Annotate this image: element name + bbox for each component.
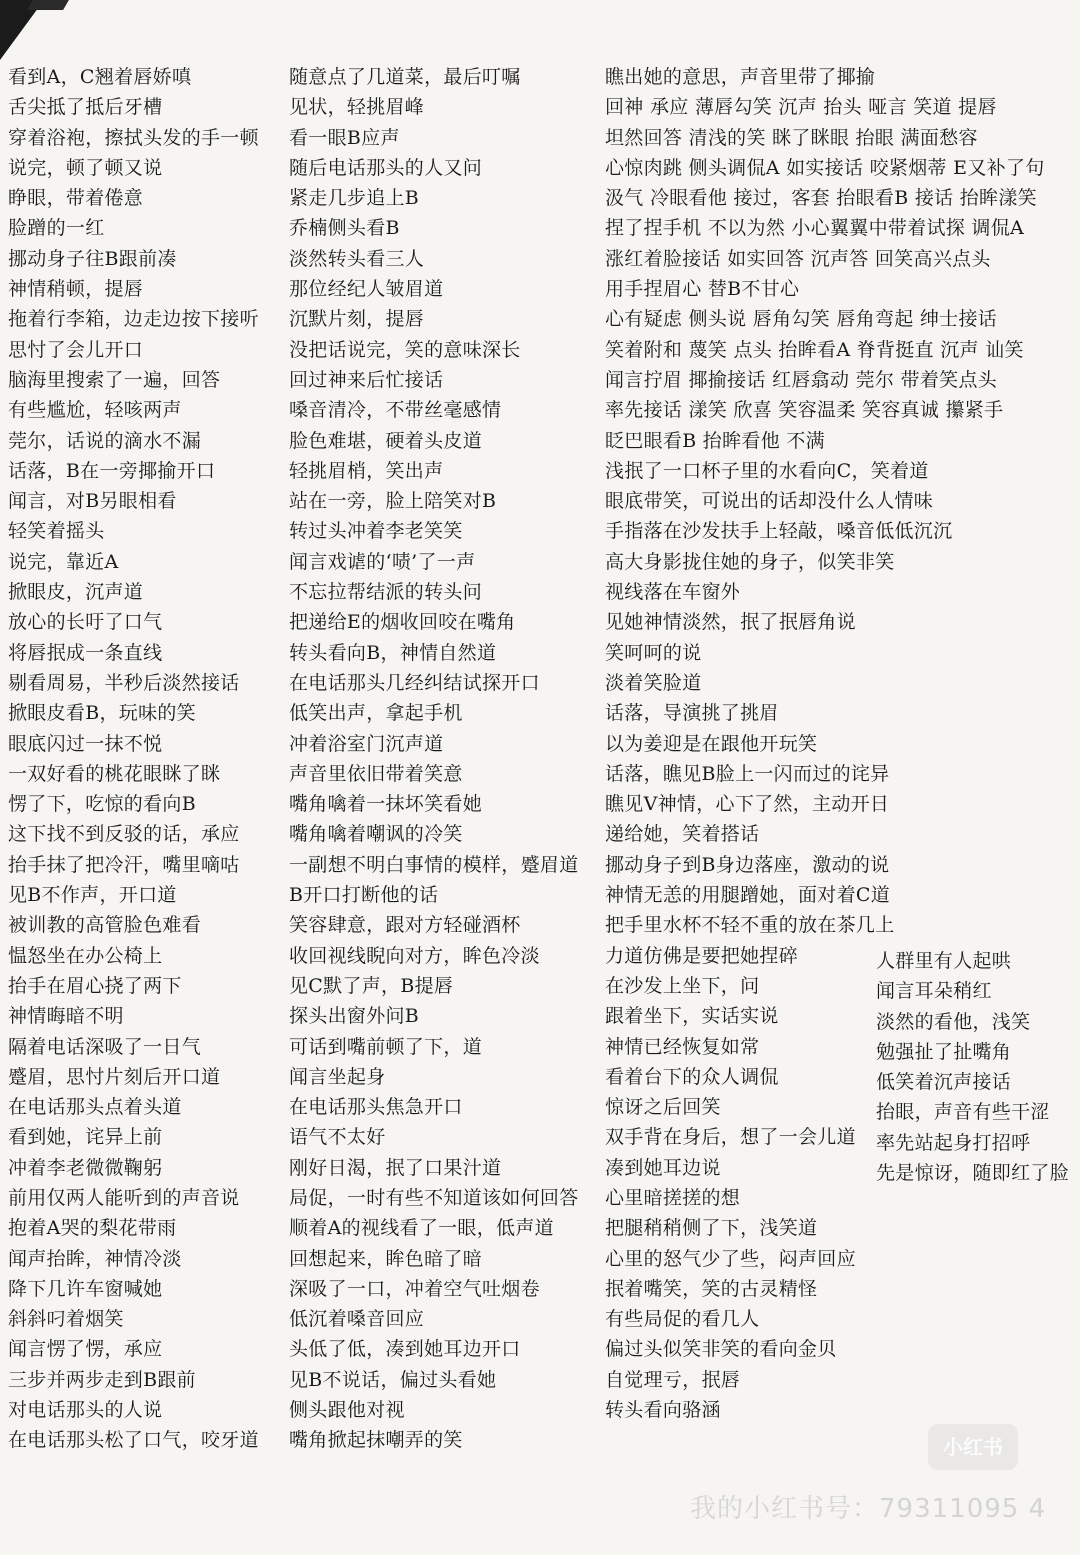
phrase-item: 在电话那头点着头道: [8, 1096, 182, 1119]
phrase-item: 淡着笑脸道: [605, 671, 702, 694]
phrase-item: 闻言愣了愣，承应: [8, 1338, 163, 1361]
phrase-item: 不忘拉帮结派的转头问: [289, 581, 483, 604]
phrase-item: 率先站起身打招呼: [876, 1131, 1031, 1154]
phrase-item: 嘴角噙着嘲讽的冷笑: [289, 823, 463, 846]
phrase-item: 挪动身子到B身边落座，激动的说: [605, 853, 890, 876]
phrase-item: 话落，瞧见B脸上一闪而过的诧异: [605, 762, 890, 785]
phrase-item: 回神 承应 薄唇勾笑 沉声 抬头 哑言 笑道 提唇: [605, 96, 997, 119]
phrase-item: 隔着电话深吸了一日气: [8, 1035, 202, 1058]
phrase-item: 乔楠侧头看B: [289, 217, 400, 240]
phrase-item: 跟着坐下，实话实说: [605, 1005, 779, 1028]
phrase-item: 在沙发上坐下，问: [605, 974, 760, 997]
phrase-item: 掀眼皮看B，玩味的笑: [8, 702, 196, 725]
phrase-item: 前用仅两人能听到的声音说: [8, 1186, 240, 1209]
phrase-item: 剔看周易，半秒后淡然接话: [8, 671, 240, 694]
phrase-column-2: [289, 62, 579, 1456]
phrase-item: 沉默片刻，提唇: [289, 308, 425, 331]
phrase-item: 在电话那头焦急开口: [289, 1096, 463, 1119]
phrase-item: 有些局促的看几人: [605, 1308, 760, 1331]
phrase-item: 局促，一时有些不知道该如何回答: [289, 1186, 579, 1209]
phrase-item: 闻言坐起身: [289, 1065, 386, 1088]
phrase-item: 收回视线睨向对方，眸色冷淡: [289, 944, 540, 967]
phrase-item: 回想起来，眸色暗了暗: [289, 1247, 483, 1270]
phrase-item: 穿着浴袍，擦拭头发的手一顿: [8, 126, 259, 149]
phrase-item: 掀眼皮，沉声道: [8, 581, 144, 604]
phrase-item: 低沉着嗓音回应: [289, 1308, 425, 1331]
phrase-item: 以为姜迎是在跟他开玩笑: [605, 732, 818, 755]
phrase-item: 见状，轻挑眉峰: [289, 96, 425, 119]
phrase-item: 轻挑眉梢，笑出声: [289, 459, 444, 482]
phrase-item: 笑容肆意，跟对方轻碰酒杯: [289, 914, 521, 937]
phrase-item: 瞧出她的意思，声音里带了揶揄: [605, 66, 876, 88]
phrase-item: 舌尖抵了抵后牙槽: [8, 96, 163, 119]
phrase-item: 神情无恙的用腿蹭她，面对着C道: [605, 884, 891, 907]
phrase-item: 抬手在眉心挠了两下: [8, 974, 182, 997]
phrase-item: 顺着A的视线看了一眼，低声道: [289, 1217, 554, 1240]
phrase-item: 眼底带笑，可说出的话却没什么人情味: [605, 490, 934, 513]
phrase-item: 心里暗搓搓的想: [605, 1186, 741, 1209]
phrase-item: 笑着附和 蔑笑 点头 抬眸看A 脊背挺直 沉声 讪笑: [605, 338, 1024, 361]
phrase-item: 把手里水杯不轻不重的放在茶几上: [605, 914, 895, 937]
phrase-item: 闻声抬眸，神情冷淡: [8, 1247, 182, 1270]
phrase-item: 冲着李老微微鞠躬: [8, 1156, 163, 1179]
phrase-item: 嗓音清冷，不带丝毫感情: [289, 399, 502, 422]
phrase-item: 声音里依旧带着笑意: [289, 762, 463, 785]
phrase-column-4: [876, 946, 1069, 1188]
phrase-item: 视线落在车窗外: [605, 581, 741, 604]
phrase-item: 睁眼，带着倦意: [8, 187, 144, 210]
phrase-item: 愠怒坐在办公椅上: [8, 944, 163, 967]
phrase-item: 看到A，C翘着唇娇嗔: [8, 66, 192, 88]
phrase-item: 脸蹭的一红: [8, 217, 105, 240]
phrase-item: 看一眼B应声: [289, 126, 400, 149]
phrase-item: 人群里有人起哄: [876, 950, 1012, 972]
phrase-item: 看着台下的众人调侃: [605, 1065, 779, 1088]
phrase-item: 三步并两步走到B跟前: [8, 1368, 196, 1391]
phrase-item: 嘴角噙着一抹坏笑看她: [289, 793, 483, 816]
phrase-item: 手指落在沙发扶手上轻敲，嗓音低低沉沉: [605, 520, 953, 543]
phrase-item: 双手背在身后，想了一会儿道: [605, 1126, 856, 1149]
phrase-item: 低笑着沉声接话: [876, 1071, 1012, 1094]
phrase-item: 率先接话 漾笑 欣喜 笑容温柔 笑容真诚 攥紧手: [605, 399, 1004, 422]
phrase-item: 笑呵呵的说: [605, 641, 702, 664]
phrase-item: 瞧见V神情，心下了然，主动开日: [605, 793, 890, 816]
phrase-item: 没把话说完，笑的意味深长: [289, 338, 521, 361]
phrase-item: 转头看向骆涵: [605, 1399, 721, 1422]
phrase-item: 抬手抹了把冷汗，嘴里嘀咕: [8, 853, 240, 876]
phrase-item: 在电话那头松了口气，咬牙道: [8, 1429, 259, 1452]
phrase-item: 莞尔，话说的滴水不漏: [8, 429, 202, 452]
phrase-item: 抿着嘴笑，笑的古灵精怪: [605, 1277, 818, 1300]
phrase-item: 放心的长吁了口气: [8, 611, 163, 634]
phrase-column-1: [8, 62, 259, 1456]
phrase-item: 把腿稍稍侧了下，浅笑道: [605, 1217, 818, 1240]
phrase-item: 闻言，对B另眼相看: [8, 490, 177, 513]
phrase-item: 心里的怒气少了些，闷声回应: [605, 1247, 856, 1270]
phrase-item: 对电话那头的人说: [8, 1399, 163, 1422]
phrase-item: 心惊肉跳 侧头调侃A 如实接话 咬紧烟蒂 E又补了句: [605, 156, 1045, 179]
watermark-text: 我的小红书号：79311095 4: [690, 1494, 1047, 1524]
phrase-item: 偏过头似笑非笑的看向金贝: [605, 1338, 837, 1361]
phrase-item: 那位经纪人皱眉道: [289, 278, 444, 301]
phrase-item: 挪动身子往B跟前凑: [8, 247, 177, 270]
phrase-item: 语气不太好: [289, 1126, 386, 1149]
phrase-item: 闻言拧眉 揶揄接话 红唇翕动 莞尔 带着笑点头: [605, 368, 998, 391]
phrase-item: 说完，顿了顿又说: [8, 156, 163, 179]
phrase-item: 拖着行李箱，边走边按下接听: [8, 308, 259, 331]
phrase-item: 愣了下，吃惊的看向B: [8, 793, 196, 816]
phrase-item: 勉强扯了扯嘴角: [876, 1040, 1012, 1063]
phrase-item: 紧走几步追上B: [289, 187, 420, 210]
phrase-item: 抬眼，声音有些干涩: [876, 1101, 1050, 1124]
phrase-item: 思忖了会儿开口: [8, 338, 144, 361]
phrase-item: 淡然转头看三人: [289, 247, 425, 270]
phrase-item: 凑到她耳边说: [605, 1156, 721, 1179]
phrase-item: 随意点了几道菜，最后叮嘱: [289, 66, 521, 88]
phrase-item: 看到她，诧异上前: [8, 1126, 163, 1149]
phrase-item: 见B不作声，开口道: [8, 884, 177, 907]
phrase-item: 涨红着脸接话 如实回答 沉声答 回笑高兴点头: [605, 247, 991, 270]
watermark-logo: 小红书: [928, 1424, 1018, 1470]
phrase-item: 站在一旁，脸上陪笑对B: [289, 490, 497, 513]
phrase-item: 神情稍顿，提唇: [8, 278, 144, 301]
phrase-item: 蹙眉，思忖片刻后开口道: [8, 1065, 221, 1088]
phrase-item: 汲气 冷眼看他 接过，客套 抬眼看B 接话 抬眸漾笑: [605, 187, 1037, 210]
phrase-item: 嘴角掀起抹嘲弄的笑: [289, 1429, 463, 1452]
phrase-item: 轻笑着摇头: [8, 520, 105, 543]
phrase-item: 斜斜叼着烟笑: [8, 1308, 124, 1331]
phrase-item: 浅抿了一口杯子里的水看向C，笑着道: [605, 459, 929, 482]
phrase-item: 低笑出声，拿起手机: [289, 702, 463, 725]
phrase-item: 降下几许车窗喊她: [8, 1277, 163, 1300]
phrase-item: 转头看向B，神情自然道: [289, 641, 497, 664]
phrase-item: 脑海里搜索了一遍，回答: [8, 368, 221, 391]
phrase-item: 眼底闪过一抹不悦: [8, 732, 163, 755]
phrase-item: 被训教的高管脸色难看: [8, 914, 202, 937]
phrase-item: 转过头冲着李老笑笑: [289, 520, 463, 543]
phrase-item: 这下找不到反驳的话，承应: [8, 823, 240, 846]
phrase-item: 可话到嘴前顿了下，道: [289, 1035, 483, 1058]
phrase-item: 见B不说话，偏过头看她: [289, 1368, 497, 1391]
phrase-item: 回过神来后忙接话: [289, 368, 444, 391]
phrase-item: 话落，导演挑了挑眉: [605, 702, 779, 725]
phrase-item: 话落，B在一旁揶揄开口: [8, 459, 216, 482]
phrase-item: 心有疑虑 侧头说 唇角勾笑 唇角弯起 绅士接话: [605, 308, 998, 331]
phrase-item: 探头出窗外问B: [289, 1005, 420, 1028]
phrase-item: 头低了低，凑到她耳边开口: [289, 1338, 521, 1361]
phrase-item: 递给她，笑着搭话: [605, 823, 760, 846]
phrase-item: 高大身影拢住她的身子，似笑非笑: [605, 550, 895, 573]
phrase-column-3: [605, 62, 1045, 1425]
phrase-item: 冲着浴室门沉声道: [289, 732, 444, 755]
phrase-item: 把递给E的烟收回咬在嘴角: [289, 611, 516, 634]
phrase-item: 刚好日渴，抿了口果汁道: [289, 1156, 502, 1179]
phrase-item: 神情晦暗不明: [8, 1005, 124, 1028]
phrase-item: 神情已经恢复如常: [605, 1035, 760, 1058]
phrase-item: 说完，靠近A: [8, 550, 119, 573]
phrase-item: 眨巴眼看B 抬眸看他 不满: [605, 429, 825, 452]
phrase-item: 随后电话那头的人又问: [289, 156, 483, 179]
phrase-item: 侧头跟他对视: [289, 1399, 405, 1422]
phrase-item: 自觉理亏，抿唇: [605, 1368, 741, 1391]
phrase-item: 见C默了声，B提唇: [289, 974, 454, 997]
page-corner-shadow: [27, 0, 69, 10]
phrase-item: 脸色难堪，硬着头皮道: [289, 429, 483, 452]
phrase-item: 一副想不明白事情的模样，蹙眉道: [289, 853, 579, 876]
phrase-item: 用手捏眉心 替B不甘心: [605, 278, 800, 301]
phrase-item: B开口打断他的话: [289, 884, 439, 907]
phrase-item: 有些尴尬，轻咳两声: [8, 399, 182, 422]
phrase-item: 深吸了一口，冲着空气吐烟卷: [289, 1277, 540, 1300]
phrase-item: 淡然的看他，浅笑: [876, 1010, 1031, 1033]
phrase-item: 一双好看的桃花眼眯了眯: [8, 762, 221, 785]
phrase-item: 抱着A哭的梨花带雨: [8, 1217, 177, 1240]
phrase-item: 见她神情淡然，抿了抿唇角说: [605, 611, 856, 634]
phrase-item: 捏了捏手机 不以为然 小心翼翼中带着试探 调侃A: [605, 217, 1025, 240]
phrase-item: 坦然回答 清浅的笑 眯了眯眼 抬眼 满面愁容: [605, 126, 978, 149]
phrase-item: 在电话那头几经纠结试探开口: [289, 671, 540, 694]
phrase-item: 将唇抿成一条直线: [8, 641, 163, 664]
phrase-item: 闻言耳朵稍红: [876, 980, 992, 1003]
phrase-item: 先是惊讶，随即红了脸: [876, 1162, 1070, 1185]
phrase-item: 力道仿佛是要把她捏碎: [605, 944, 799, 967]
phrase-item: 惊讶之后回笑: [605, 1096, 721, 1119]
phrase-item: 闻言戏谑的‘啧’了一声: [289, 550, 476, 573]
